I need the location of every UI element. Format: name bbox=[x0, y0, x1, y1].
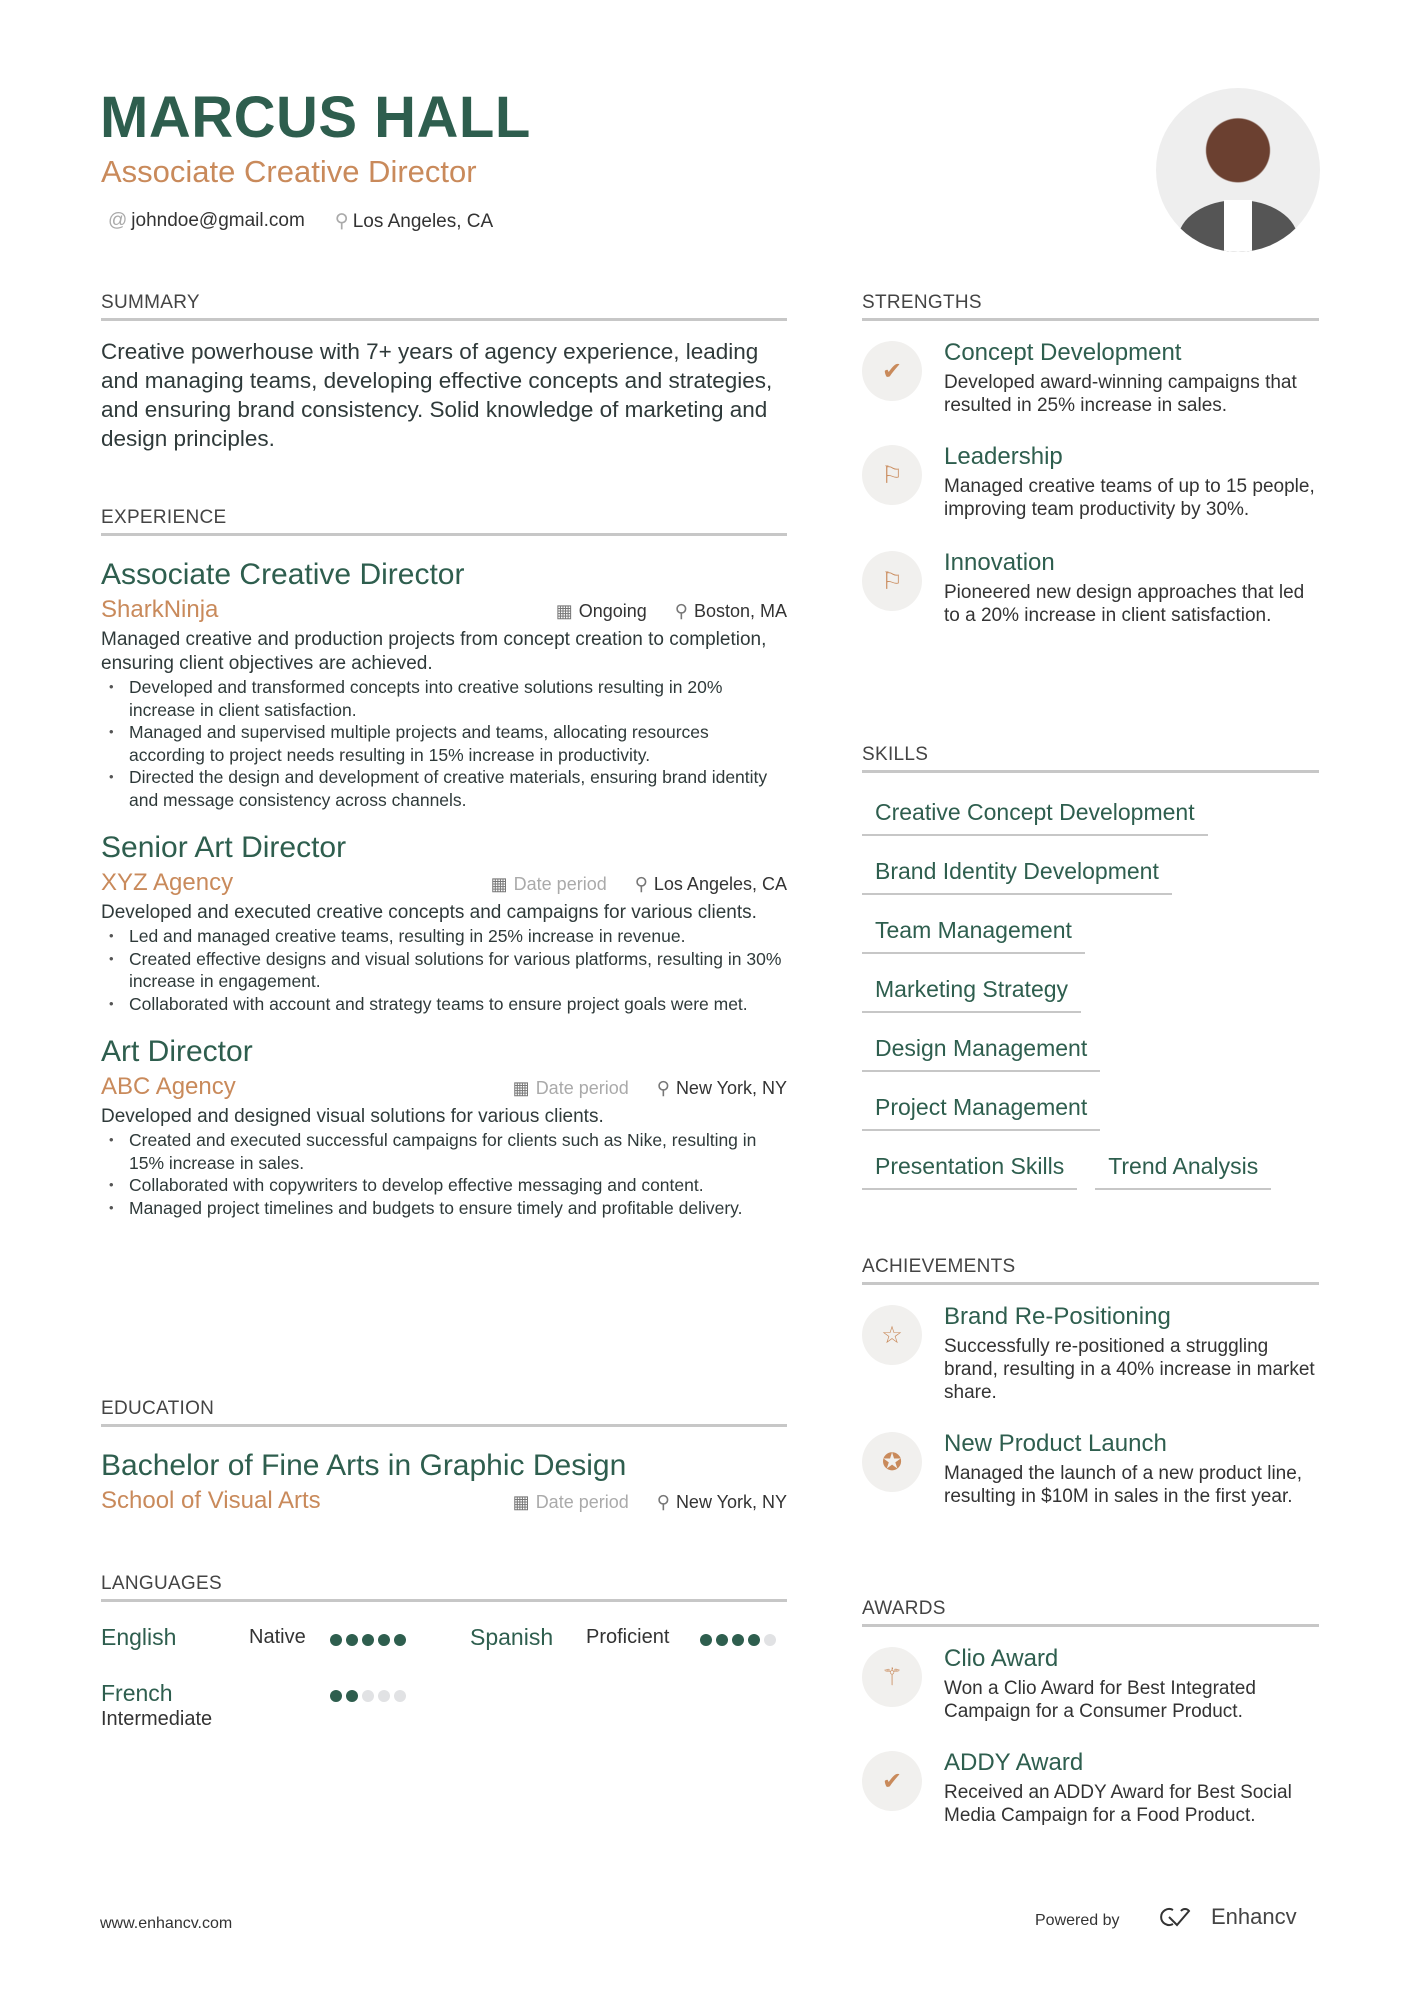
company-name: ABC Agency bbox=[101, 1073, 236, 1100]
skill-tag: Brand Identity Development bbox=[862, 858, 1172, 895]
job-title: Senior Art Director bbox=[101, 831, 347, 864]
experience-section bbox=[101, 507, 787, 1219]
dot-filled bbox=[378, 1634, 390, 1646]
dot-filled bbox=[748, 1634, 760, 1646]
dot-filled bbox=[362, 1634, 374, 1646]
skill-tag: Marketing Strategy bbox=[862, 976, 1081, 1013]
dot-filled bbox=[732, 1634, 744, 1646]
achievement-item bbox=[862, 1305, 1319, 1404]
item-text bbox=[944, 1647, 1319, 1723]
job-meta-row bbox=[101, 596, 787, 624]
dot-filled bbox=[346, 1634, 358, 1646]
star-icon: ☆ bbox=[862, 1305, 922, 1365]
edu-date: Date period bbox=[535, 1492, 629, 1512]
language-name: Spanish bbox=[470, 1624, 554, 1650]
dot-empty bbox=[764, 1634, 776, 1646]
date-text: Date period bbox=[535, 1078, 629, 1098]
bullet-item: • Collaborated with copywriters to develop effective messaging and content. bbox=[129, 1174, 787, 1197]
profile-photo bbox=[1156, 88, 1320, 252]
location-text: New York, NY bbox=[675, 1078, 787, 1098]
education-meta bbox=[513, 1492, 787, 1513]
experience-entry bbox=[101, 831, 787, 1015]
skill-tag: Creative Concept Development bbox=[862, 799, 1208, 836]
degree: Bachelor of Fine Arts in Graphic Design bbox=[101, 1449, 627, 1482]
summary-text: Creative powerhouse with 7+ years of agency experience, leading and managing teams, developing effective concepts and strategies, and ensuring brand consistency. Solid knowledge of marketing and design principles. bbox=[101, 339, 773, 451]
bullet-item: • Created and executed successful campaigns for clients such as Nike, resulting in 15% increase in sales. bbox=[129, 1129, 787, 1174]
flag-icon: ⚐ bbox=[862, 551, 922, 611]
contact-info bbox=[108, 210, 493, 233]
dot-empty bbox=[394, 1690, 406, 1702]
skills-list bbox=[862, 799, 1319, 1212]
bullet-item: • Collaborated with account and strategy teams to ensure project goals were met. bbox=[129, 993, 787, 1016]
job-location bbox=[657, 1078, 787, 1099]
website-link[interactable]: www.enhancv.com bbox=[100, 1915, 233, 1932]
section-heading: AWARDS bbox=[862, 1598, 1319, 1627]
company-name: SharkNinja bbox=[101, 596, 219, 623]
experience-list bbox=[101, 558, 787, 1219]
calendar-icon: ▦ bbox=[490, 874, 508, 894]
item-title: ADDY Award bbox=[944, 1749, 1084, 1776]
edu-location-wrap bbox=[657, 1492, 787, 1513]
job-description: Managed creative and production projects from concept creation to completion, ensuring client objectives are achieved. bbox=[101, 629, 767, 674]
section-heading: SUMMARY bbox=[101, 292, 787, 321]
section-heading: EXPERIENCE bbox=[101, 507, 787, 536]
awards-list bbox=[862, 1647, 1319, 1827]
achievements-list bbox=[862, 1305, 1319, 1508]
check-icon: ✔ bbox=[862, 341, 922, 401]
location-text: Los Angeles, CA bbox=[352, 211, 494, 232]
medal-icon: ✪ bbox=[862, 1432, 922, 1492]
calendar-icon: ▦ bbox=[555, 601, 573, 621]
item-title: Brand Re-Positioning bbox=[944, 1303, 1171, 1330]
section-heading: LANGUAGES bbox=[101, 1573, 787, 1602]
job-meta-row bbox=[101, 869, 787, 897]
education-meta-row bbox=[101, 1487, 787, 1515]
item-text bbox=[944, 551, 1319, 627]
strength-item bbox=[862, 551, 1319, 627]
language-name: English bbox=[101, 1624, 177, 1650]
candidate-title: Associate Creative Director bbox=[101, 154, 477, 189]
achievements-section bbox=[862, 1256, 1319, 1536]
experience-entry bbox=[101, 558, 787, 811]
job-date bbox=[491, 874, 607, 895]
job-meta bbox=[491, 874, 787, 895]
location-pin-icon: ⚲ bbox=[634, 874, 648, 894]
dot-filled bbox=[394, 1634, 406, 1646]
location-text: Boston, MA bbox=[693, 601, 787, 621]
enhancv-logo-icon bbox=[1155, 1905, 1201, 1929]
item-description: Pioneered new design approaches that led to a 20% increase in client satisfaction. bbox=[944, 582, 1305, 626]
section-heading: EDUCATION bbox=[101, 1398, 787, 1427]
item-text bbox=[944, 1432, 1319, 1508]
candidate-name: MARCUS HALL bbox=[100, 85, 531, 150]
dot-filled bbox=[716, 1634, 728, 1646]
job-date bbox=[556, 601, 647, 622]
skill-tag: Trend Analysis bbox=[1095, 1153, 1271, 1190]
flag-icon: ⚐ bbox=[862, 445, 922, 505]
strengths-list bbox=[862, 341, 1319, 627]
skill-tag: Project Management bbox=[862, 1094, 1100, 1131]
item-title: Clio Award bbox=[944, 1645, 1059, 1672]
email-text: johndoe@gmail.com bbox=[131, 210, 305, 231]
language-list bbox=[101, 1602, 787, 1732]
magic-wand-icon: ⚚ bbox=[862, 1647, 922, 1707]
education-section bbox=[101, 1398, 787, 1515]
skill-tag: Presentation Skills bbox=[862, 1153, 1077, 1190]
item-description: Received an ADDY Award for Best Social Media Campaign for a Food Product. bbox=[944, 1782, 1292, 1826]
location-pin-icon: ⚲ bbox=[674, 601, 688, 621]
bullet-item: • Managed project timelines and budgets to ensure timely and profitable delivery. bbox=[129, 1197, 787, 1220]
check-icon: ✔ bbox=[862, 1751, 922, 1811]
powered-by: Powered by bbox=[1035, 1912, 1120, 1929]
language-name: French bbox=[101, 1680, 173, 1706]
job-bullets bbox=[129, 1129, 787, 1219]
dot-empty bbox=[378, 1690, 390, 1702]
job-location bbox=[635, 874, 787, 895]
email[interactable] bbox=[108, 210, 305, 233]
award-item bbox=[862, 1751, 1319, 1827]
proficiency-dots bbox=[700, 1634, 776, 1646]
edu-location: New York, NY bbox=[675, 1492, 787, 1512]
item-description: Successfully re-positioned a struggling brand, resulting in a 40% increase in market share. bbox=[944, 1336, 1315, 1403]
item-text bbox=[944, 445, 1319, 521]
section-heading: ACHIEVEMENTS bbox=[862, 1256, 1319, 1285]
skill-tag: Team Management bbox=[862, 917, 1085, 954]
job-meta bbox=[513, 1078, 787, 1099]
summary-section bbox=[101, 292, 787, 453]
job-description: Developed and designed visual solutions for various clients. bbox=[101, 1106, 604, 1127]
achievement-item bbox=[862, 1432, 1319, 1508]
section-heading: SKILLS bbox=[862, 744, 1319, 773]
skills-section bbox=[862, 744, 1319, 1212]
dot-filled bbox=[330, 1690, 342, 1702]
job-bullets bbox=[129, 676, 787, 811]
proficiency-dots bbox=[330, 1690, 406, 1702]
date-text: Date period bbox=[513, 874, 607, 894]
item-title: Leadership bbox=[944, 443, 1063, 470]
skill-tag: Design Management bbox=[862, 1035, 1100, 1072]
school: School of Visual Arts bbox=[101, 1487, 321, 1514]
item-description: Won a Clio Award for Best Integrated Campaign for a Consumer Product. bbox=[944, 1678, 1256, 1722]
proficiency-dots bbox=[330, 1634, 406, 1646]
edu-date-wrap bbox=[513, 1492, 629, 1513]
item-title: New Product Launch bbox=[944, 1430, 1167, 1457]
language-level: Intermediate bbox=[101, 1708, 213, 1730]
calendar-icon: ▦ bbox=[512, 1492, 530, 1512]
dot-filled bbox=[700, 1634, 712, 1646]
location-pin-icon: ⚲ bbox=[656, 1078, 670, 1098]
dot-empty bbox=[362, 1690, 374, 1702]
location bbox=[335, 210, 493, 233]
strengths-section bbox=[862, 292, 1319, 655]
calendar-icon: ▦ bbox=[512, 1078, 530, 1098]
item-description: Managed the launch of a new product line, resulting in $10M in sales in the first year. bbox=[944, 1463, 1303, 1507]
job-meta-row bbox=[101, 1073, 787, 1101]
bullet-item: • Directed the design and development of creative materials, ensuring brand identity and message consistency across channels. bbox=[129, 766, 787, 811]
location-pin-icon: ⚲ bbox=[334, 211, 349, 232]
item-title: Innovation bbox=[944, 549, 1055, 576]
item-title: Concept Development bbox=[944, 339, 1182, 366]
awards-section bbox=[862, 1598, 1319, 1855]
bullet-item: • Managed and supervised multiple projects and teams, allocating resources according to project needs resulting in 15% increase in productivity. bbox=[129, 721, 787, 766]
location-text: Los Angeles, CA bbox=[653, 874, 787, 894]
enhancv-logo[interactable] bbox=[1155, 1904, 1297, 1930]
bullet-item: • Developed and transformed concepts into creative solutions resulting in 20% increase in client satisfaction. bbox=[129, 676, 787, 721]
location-pin-icon: ⚲ bbox=[656, 1492, 670, 1512]
job-description: Developed and executed creative concepts and campaigns for various clients. bbox=[101, 902, 757, 923]
job-title: Associate Creative Director bbox=[101, 558, 465, 591]
company-name: XYZ Agency bbox=[101, 869, 234, 896]
languages-section bbox=[101, 1573, 787, 1732]
item-text bbox=[944, 1305, 1319, 1404]
dot-filled bbox=[346, 1690, 358, 1702]
language-level: Native bbox=[249, 1626, 306, 1648]
job-date bbox=[513, 1078, 629, 1099]
job-title: Art Director bbox=[101, 1035, 253, 1068]
item-description: Managed creative teams of up to 15 people, improving team productivity by 30%. bbox=[944, 476, 1315, 520]
item-text bbox=[944, 1751, 1319, 1827]
item-text bbox=[944, 341, 1319, 417]
experience-entry bbox=[101, 1035, 787, 1219]
job-location bbox=[675, 601, 787, 622]
strength-item bbox=[862, 341, 1319, 417]
date-text: Ongoing bbox=[578, 601, 647, 621]
item-description: Developed award-winning campaigns that resulted in 25% increase in sales. bbox=[944, 372, 1297, 416]
language-level: Proficient bbox=[586, 1626, 670, 1648]
award-item bbox=[862, 1647, 1319, 1723]
bullet-item: • Created effective designs and visual solutions for various platforms, resulting in 30% increase in engagement. bbox=[129, 948, 787, 993]
section-heading: STRENGTHS bbox=[862, 292, 1319, 321]
brand-name: Enhancv bbox=[1211, 1904, 1297, 1929]
dot-filled bbox=[330, 1634, 342, 1646]
bullet-item: • Led and managed creative teams, resulting in 25% increase in revenue. bbox=[129, 925, 787, 948]
job-bullets bbox=[129, 925, 787, 1015]
strength-item bbox=[862, 445, 1319, 521]
job-meta bbox=[556, 601, 787, 622]
at-icon: @ bbox=[108, 210, 128, 231]
